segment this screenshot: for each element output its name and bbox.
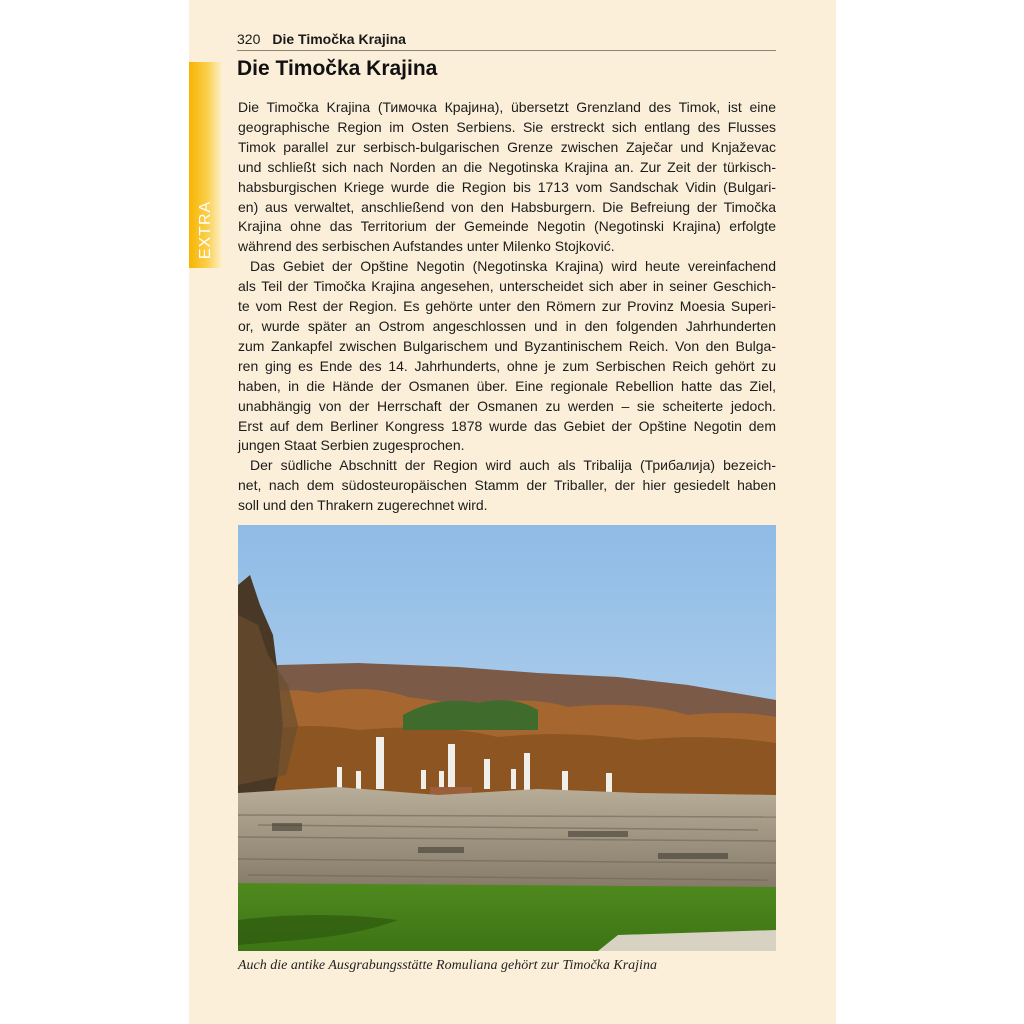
paragraph-3 — [238, 456, 776, 516]
paragraph-1 — [238, 98, 776, 257]
text-line: geographische Region im Osten Serbiens. Sie erstreckt sich entlang des Flusses — [238, 118, 776, 135]
running-header-title: Die Timočka Krajina — [272, 31, 406, 47]
text-line: ren ging es Ende des 14. Jahrhunderts, ohne je zum Serbischen Reich gehört zu — [238, 357, 776, 374]
text-line: Die Timočka Krajina (Тимочка Крајина), übersetzt Grenzland des Timok, ist eine — [238, 99, 776, 115]
text-line: soll und den Thrakern zugerechnet wird. — [238, 497, 488, 514]
text-line: net, nach dem südosteuropäischen Stamm der Triballer, der hier gesiedelt haben — [238, 477, 776, 494]
article-body — [238, 98, 776, 516]
article-title: Die Timočka Krajina — [237, 57, 438, 80]
text-line: Krajina ohne das Territorium der Gemeinde Negotin (Negotinski Krajina) erfolgte — [238, 218, 776, 235]
text-line: während des serbischen Aufstandes unter Milenko Stojković. — [238, 238, 615, 255]
text-line: als Teil der Timočka Krajina angesehen, unterscheidet sich aber in seiner Geschich- — [238, 278, 776, 295]
text-line: und schließt sich nach Norden an die Negotinska Krajina an. Zur Zeit der türkisch- — [238, 158, 776, 175]
page-number: 320 — [237, 31, 261, 47]
text-line: Der südliche Abschnitt der Region wird auch als Tribalija (Трибалија) bezeich- — [250, 457, 776, 474]
text-line: haben, in die Hände der Osmanen über. Eine regionale Rebellion hatte das Ziel, — [238, 377, 776, 394]
text-line: te vom Rest der Region. Es gehörte unter den Römern zur Provinz Moesia Superi- — [238, 298, 776, 315]
romuliana-photo — [238, 525, 776, 951]
text-line: Das Gebiet der Opštine Negotin (Negotinska Krajina) wird heute vereinfachend — [250, 258, 776, 275]
text-line: jungen Staat Serbien zugesprochen. — [238, 437, 465, 454]
paragraph-2 — [238, 257, 776, 456]
running-header — [237, 31, 776, 51]
photo-caption: Auch die antike Ausgrabungsstätte Romuliana gehört zur Timočka Krajina — [238, 958, 657, 973]
extra-tab-label: EXTRA — [197, 200, 214, 260]
text-line: unabhängig von der Herrschaft der Osmanen zu werden – sie scheiterte jedoch. — [238, 397, 776, 414]
text-line: Erst auf dem Berliner Kongress 1878 wurde das Gebiet der Opštine Negotin dem — [238, 417, 776, 434]
text-line: or, wurde später an Ostrom angeschlossen und in den folgenden Jahrhunderten — [238, 317, 776, 334]
text-line: habsburgischen Kriege wurde die Region bis 1713 vom Sandschak Vidin (Bulgari- — [238, 178, 776, 195]
text-line: en) aus verwaltet, anschließend von den Habsburgern. Die Befreiung der Timočka — [238, 198, 776, 215]
text-line: Timok parallel zur serbisch-bulgarischen Grenze zwischen Zaječar und Knjaževac — [238, 138, 776, 155]
text-line: zum Zankapfel zwischen Bulgarischem und Byzantinischem Reich. Von den Bulga- — [238, 337, 776, 354]
